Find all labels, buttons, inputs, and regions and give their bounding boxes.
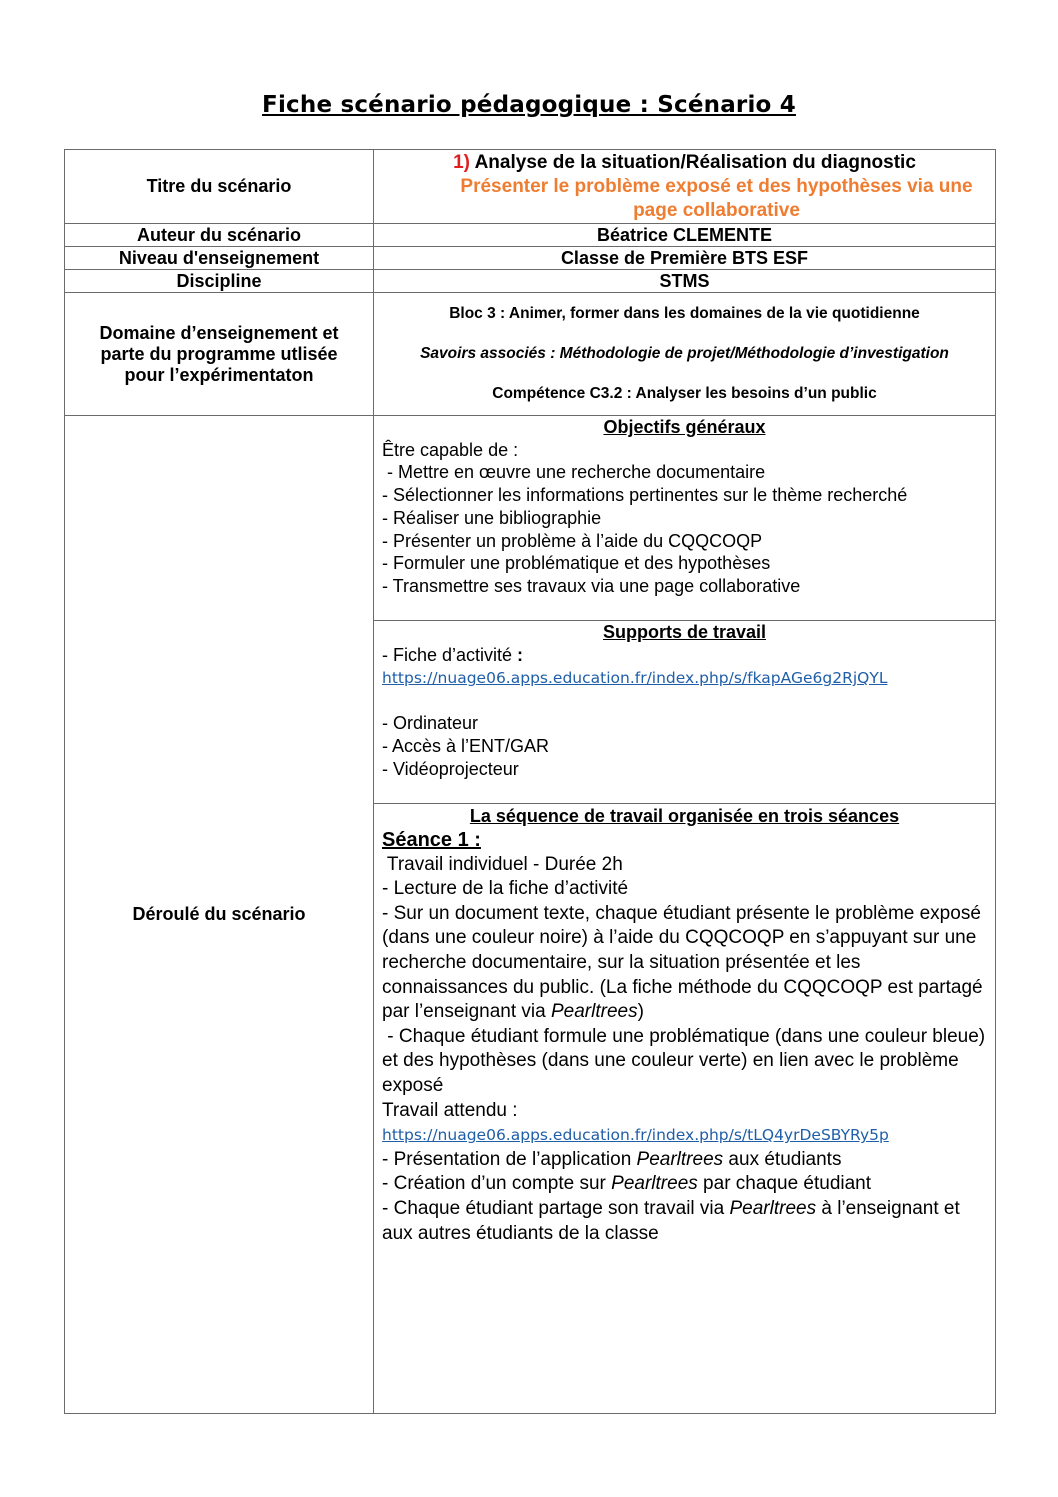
row-discipline: [65, 270, 996, 293]
label-domaine: Domaine d’enseignement et parte du programme utlisée pour l’expérimentaton: [65, 293, 374, 416]
label-deroule: Déroulé du scénario: [65, 416, 374, 1414]
row-objectifs: [65, 416, 996, 621]
seance-travail: Travail individuel - Durée 2h: [382, 853, 623, 875]
row-titre: [65, 150, 996, 224]
value-auteur: Béatrice CLEMENTE: [374, 224, 996, 247]
value-domaine: [374, 293, 996, 416]
support-item: - Ordinateur: [382, 713, 479, 734]
seance-line-1: - Présentation de l’application Pearltrees aux étudiants: [382, 1148, 842, 1170]
sequence-cell: [374, 804, 996, 1414]
page-title: Fiche scénario pédagogique : Scénario 4: [262, 92, 796, 118]
value-titre: [374, 150, 996, 224]
supports-cell: [374, 621, 996, 804]
label-niveau: Niveau d'enseignement: [65, 247, 374, 270]
objectif-item: - Sélectionner les informations pertinentes sur le thème recherché: [382, 485, 908, 506]
scenario-table: [64, 149, 996, 1414]
support-item: - Vidéoprojecteur: [382, 758, 519, 779]
row-niveau: [65, 247, 996, 270]
title-line1: Analyse de la situation/Réalisation du diagnostic: [474, 151, 916, 173]
seance-lecture: - Lecture de la fiche d’activité: [382, 878, 629, 900]
objectifs-intro: Être capable de :: [382, 439, 519, 460]
seance-paragraph-2: - Chaque étudiant formule une problématique (dans une couleur bleue) et des hypothèses (dans une couleur verte) en lien avec le problème exposé: [382, 1025, 991, 1096]
label-titre: Titre du scénario: [65, 150, 374, 224]
row-domaine: [65, 293, 996, 416]
fiche-colon: :: [517, 644, 524, 665]
sequence-heading: La séquence de travail organisée en trois séances: [469, 806, 900, 826]
objectif-item: - Formuler une problématique et des hypothèses: [382, 553, 771, 574]
label-discipline: Discipline: [65, 270, 374, 293]
objectif-item: - Réaliser une bibliographie: [382, 507, 602, 528]
label-auteur: Auteur du scénario: [65, 224, 374, 247]
objectifs-cell: [374, 416, 996, 621]
title-number: 1): [453, 151, 470, 173]
objectifs-heading: Objectifs généraux: [603, 417, 766, 437]
domaine-savoirs: Savoirs associés : Méthodologie de projet/Méthodologie d’investigation: [420, 345, 949, 362]
value-niveau: Classe de Première BTS ESF: [374, 247, 996, 270]
title-line2: Présenter le problème exposé et des hypothèses via une page collaborative: [460, 175, 973, 221]
objectif-item: - Transmettre ses travaux via une page collaborative: [382, 575, 801, 596]
seance-line-2: - Création d’un compte sur Pearltrees par chaque étudiant: [382, 1173, 872, 1195]
seance-title: Séance 1 :: [382, 829, 481, 851]
seance-paragraph-1: - Sur un document texte, chaque étudiant présente le problème exposé (dans une couleur noire) à l’aide du CQQCOQP en s’appuyant sur une recherche documentaire, sur la situation présentée et les connaissances du public. (La fiche méthode du CQQCOQP est partagé par l’enseignant via Pearltrees): [382, 902, 983, 1023]
travail-attendu: Travail attendu :: [382, 1099, 518, 1121]
objectif-item: - Présenter un problème à l’aide du CQQCOQP: [382, 530, 763, 551]
seance-line-3: - Chaque étudiant partage son travail via Pearltrees à l’enseignant et aux autres étudiants de la classe: [382, 1197, 960, 1244]
supports-heading: Supports de travail: [602, 622, 767, 642]
domaine-competence: Compétence C3.2 : Analyser les besoins d’un public: [492, 385, 877, 402]
support-item: - Accès à l’ENT/GAR: [382, 735, 550, 756]
objectif-item: - Mettre en œuvre une recherche documentaire: [382, 462, 766, 483]
domaine-bloc: Bloc 3 : Animer, former dans les domaines de la vie quotidienne: [449, 305, 920, 322]
value-discipline: STMS: [374, 270, 996, 293]
fiche-label: - Fiche d’activité: [382, 644, 518, 665]
travail-attendu-link[interactable]: https://nuage06.apps.education.fr/index.php/s/tLQ4yrDeSBYRy5p: [382, 1126, 889, 1145]
row-auteur: [65, 224, 996, 247]
fiche-activite-link[interactable]: https://nuage06.apps.education.fr/index.php/s/fkapAGe6g2RjQYL: [382, 669, 888, 688]
